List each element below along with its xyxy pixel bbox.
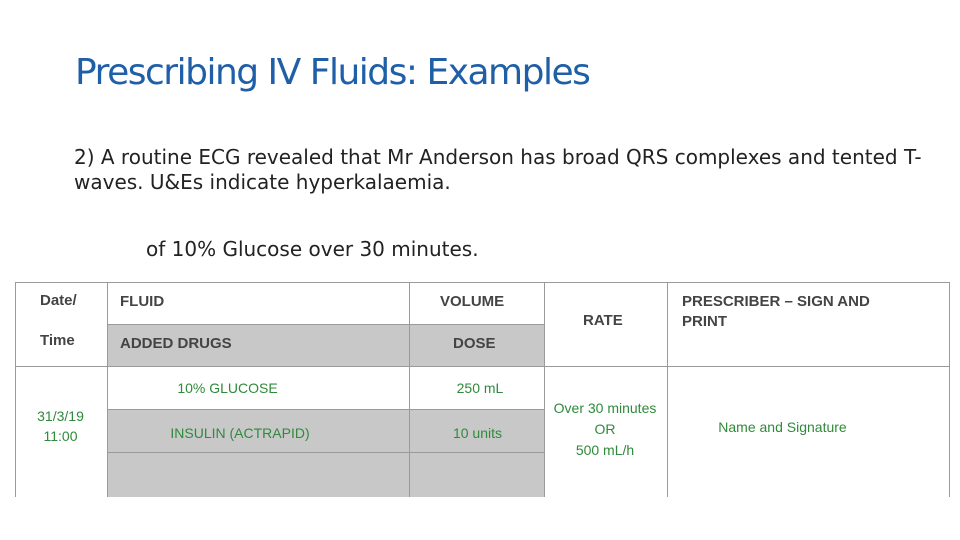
entry-volume: 250 mL [456, 380, 504, 396]
entry-date: 31/3/19 [37, 408, 84, 424]
entry-dose: 10 units [452, 425, 503, 441]
header-volume: VOLUME [440, 293, 505, 310]
added-drugs-row-bg [107, 409, 544, 497]
header-time: Time [40, 332, 75, 349]
slide-title: Prescribing IV Fluids: Examples [75, 52, 590, 93]
header-date: Date/ [40, 292, 77, 309]
header-prescriber-line2: PRINT [682, 313, 727, 330]
entry-rate-line1: Over 30 minutes [553, 400, 657, 416]
header-dose: DOSE [453, 335, 496, 352]
iv-fluid-chart [15, 282, 950, 497]
case-description: 2) A routine ECG revealed that Mr Anderson has broad QRS complexes and tented T-waves. U&Es indicate hyperkalaemia. [74, 145, 922, 194]
instruction-text: of 10% Glucose over 30 minutes. [146, 237, 479, 261]
entry-added-drug: INSULIN (ACTRAPID) [170, 425, 310, 441]
entry-fluid: 10% GLUCOSE [177, 380, 278, 396]
entry-prescriber: Name and Signature [718, 419, 847, 435]
header-prescriber [682, 292, 870, 332]
entry-rate-line3: 500 mL/h [575, 442, 635, 458]
header-added-drugs: ADDED DRUGS [120, 335, 232, 352]
entry-time: 11:00 [43, 428, 78, 444]
entry-rate-line2: OR [594, 421, 616, 437]
header-rate: RATE [583, 312, 623, 329]
entry-rate [542, 398, 668, 461]
header-prescriber-line1: PRESCRIBER – SIGN AND [682, 293, 870, 310]
header-fluid: FLUID [120, 293, 165, 310]
